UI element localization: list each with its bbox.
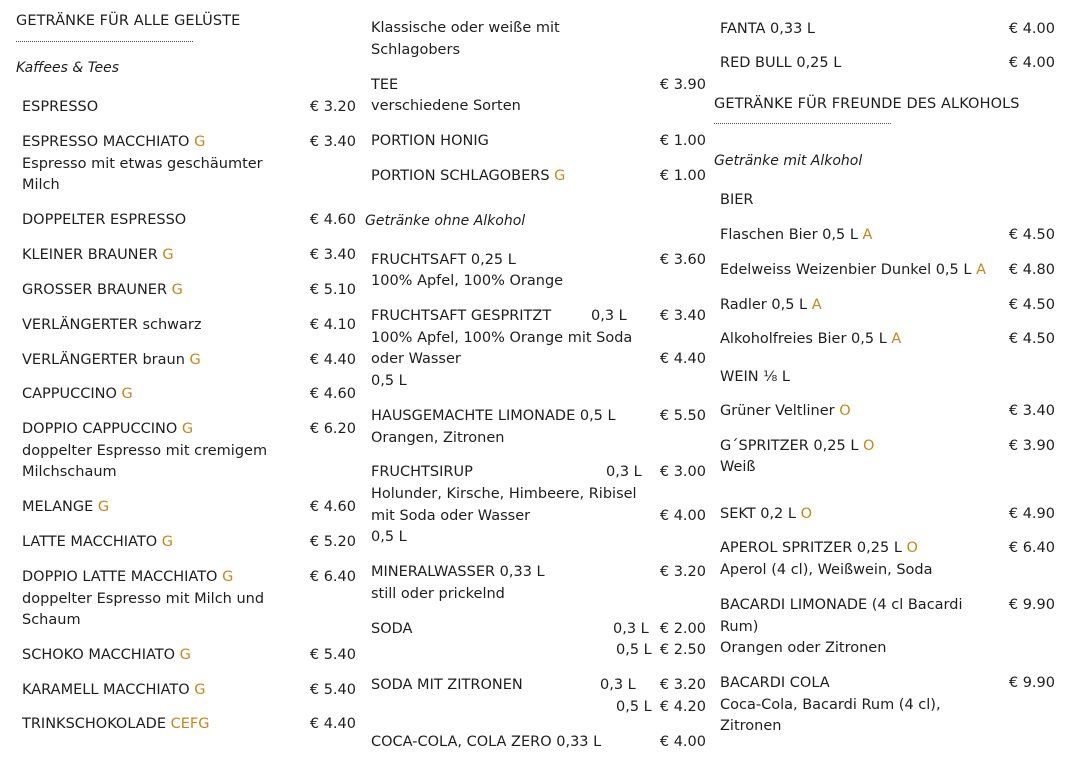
item-price: € 4.40	[309, 352, 356, 368]
subtitle-mit-alkohol: Getränke mit Alkohol	[714, 153, 863, 169]
item-price: € 5.20	[309, 534, 356, 550]
item-price: € 3.60	[659, 252, 706, 268]
item-price: € 4.50	[1008, 297, 1055, 313]
allergen-code: G	[194, 682, 206, 698]
item-size: 0,5 L	[616, 699, 652, 715]
item-price: € 3.00	[659, 464, 706, 480]
allergen-code: O	[839, 403, 851, 419]
item-description: Coca-Cola, Bacardi Rum (4 cl),	[720, 697, 941, 713]
item-price: € 4.60	[309, 499, 356, 515]
item-price: € 4.60	[309, 386, 356, 402]
item-price: € 3.20	[309, 99, 356, 115]
item-description: Holunder, Kirsche, Himbeere, Ribisel	[371, 486, 637, 502]
item-price: € 5.50	[659, 408, 706, 424]
allergen-code: A	[976, 262, 986, 278]
item-price: € 4.00	[1008, 55, 1055, 71]
item-description: Schaum	[22, 612, 81, 628]
item-price: € 4.00	[659, 734, 706, 750]
subtitle-kaffees-tees: Kaffees & Tees	[16, 60, 120, 76]
item-price: € 4.10	[309, 317, 356, 333]
item-description: Milchschaum	[22, 464, 117, 480]
item-description: Klassische oder weiße mit	[371, 20, 560, 36]
category-header-wein: WEIN ⅛ L	[714, 364, 998, 390]
subtitle-ohne-alkohol: Getränke ohne Alkohol	[365, 213, 526, 229]
item-price: € 4.50	[1008, 331, 1055, 347]
item-description: mit Soda oder Wasser	[371, 508, 531, 524]
allergen-code: CEFG	[170, 716, 210, 732]
allergen-code: G	[161, 534, 173, 550]
item-price: € 1.00	[659, 168, 706, 184]
item-price: € 4.00	[1008, 21, 1055, 37]
allergen-code: G	[222, 569, 234, 585]
item-price: € 1.00	[659, 133, 706, 149]
item-price: € 4.20	[659, 699, 706, 715]
item-size: 0,3 L	[613, 621, 649, 637]
item-size: 0,5 L	[371, 373, 407, 389]
title-divider	[714, 123, 891, 124]
item-price: € 5.10	[309, 282, 356, 298]
allergen-code: G	[179, 647, 191, 663]
item-description: Milch	[22, 177, 60, 193]
category-header-bier: BIER	[720, 192, 754, 208]
item-description: still oder prickelnd	[371, 586, 505, 602]
allergen-code: O	[800, 506, 812, 522]
item-price: € 6.20	[309, 421, 356, 437]
item-price: € 4.90	[1008, 506, 1055, 522]
section-title-coffee: GETRÄNKE FÜR ALLE GELÜSTE	[16, 13, 241, 29]
allergen-code: G	[97, 499, 110, 515]
item-price: € 3.90	[1008, 438, 1055, 454]
allergen-code: G	[194, 134, 206, 150]
item-price: € 4.60	[309, 212, 356, 228]
item-price: € 4.80	[1008, 262, 1055, 278]
item-description: Orangen, Zitronen	[371, 430, 505, 446]
allergen-code: G	[171, 282, 183, 298]
allergen-code: A	[891, 331, 902, 347]
item-price: € 4.40	[659, 351, 706, 367]
allergen-code: G	[162, 247, 174, 263]
allergen-code: O	[906, 540, 918, 556]
item-description: Aperol (4 cl), Weißwein, Soda	[720, 562, 933, 578]
item-price: € 6.40	[309, 569, 356, 585]
item-price: € 3.20	[659, 564, 706, 580]
item-size: 0,5 L	[616, 642, 652, 658]
item-price: € 2.00	[659, 621, 706, 637]
item-price: € 4.40	[309, 716, 356, 732]
title-divider	[16, 41, 193, 42]
item-description: doppelter Espresso mit cremigem	[22, 443, 268, 459]
item-price: € 9.90	[1008, 597, 1055, 613]
item-description: Weiß	[720, 459, 756, 475]
item-size: 0,3 L	[600, 677, 636, 693]
item-price: € 3.40	[309, 247, 356, 263]
item-price: € 3.20	[659, 677, 706, 693]
item-price: € 4.50	[1008, 227, 1055, 243]
item-price: € 2.50	[659, 642, 706, 658]
item-description: Zitronen	[720, 718, 782, 734]
item-price: € 9.90	[1008, 675, 1055, 691]
item-price: € 3.40	[1008, 403, 1055, 419]
item-price: € 3.40	[309, 134, 356, 150]
item-description: verschiedene Sorten	[371, 98, 521, 114]
item-size: 0,3 L	[606, 464, 642, 480]
item-price: € 5.40	[309, 682, 356, 698]
allergen-code: O	[863, 438, 875, 454]
item-price: € 6.40	[1008, 540, 1055, 556]
allergen-code: A	[862, 227, 873, 243]
allergen-code: G	[189, 352, 201, 368]
item-description: doppelter Espresso mit Milch und	[22, 591, 265, 607]
item-description: 100% Apfel, 100% Orange	[371, 273, 564, 289]
allergen-code: G	[554, 168, 566, 184]
item-description: Schlagobers	[371, 42, 460, 58]
item-price: € 4.00	[659, 508, 706, 524]
allergen-code: G	[121, 386, 133, 402]
item-price: € 3.90	[659, 77, 706, 93]
item-description: Espresso mit etwas geschäumter	[22, 156, 263, 172]
allergen-code: A	[811, 297, 822, 313]
allergen-code: G	[181, 421, 194, 437]
item-description: Orangen oder Zitronen	[720, 640, 887, 656]
item-price: € 5.40	[309, 647, 356, 663]
item-price: € 3.40	[659, 308, 706, 324]
item-size: 0,3 L	[591, 308, 627, 324]
item-description: oder Wasser	[371, 351, 461, 367]
section-title-alcohol: GETRÄNKE FÜR FREUNDE DES ALKOHOLS	[714, 96, 1020, 112]
item-description: 100% Apfel, 100% Orange mit Soda	[371, 330, 633, 346]
item-size: 0,5 L	[371, 529, 407, 545]
